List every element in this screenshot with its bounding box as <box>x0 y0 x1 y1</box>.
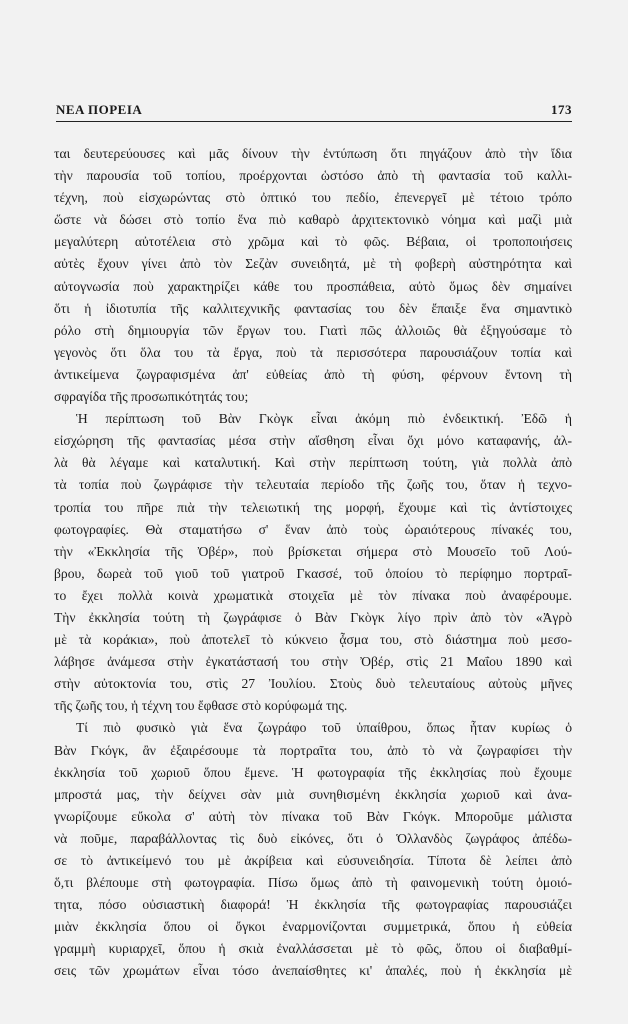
text-line: ὅ,τι βλέπουμε στὴ φωτογραφία. Πίσω ὅμως ἀπὸ τὴ φαινομενικὴ τούτη ὁμοιό- <box>54 875 572 891</box>
running-title: ΝΕΑ ΠΟΡΕΙΑ <box>56 102 143 117</box>
text-line: τητα, πόσο οὐσιαστικὴ διαφορά! Ἡ ἐκκλησία τῆς φωτογραφίας παρουσιάζει <box>54 897 572 913</box>
text-line: λάβησε ἀνάμεσα στὴν ἐγκατάστασή του στὴν Ὀβέρ, στὶς 21 Μαΐου 1890 καὶ <box>54 654 572 670</box>
text-line: αὐτογνωσία ποὺ χαρακτηρίζει κάθε του προσπάθεια, αὐτὸ ὅμως δὲν σημαίνει <box>54 278 572 294</box>
text-line: σε τὸ ἀντικείμενό του μὲ ἀκρίβεια καὶ εὐσυνειδησία. Τίποτα δὲ λείπει ἀπὸ <box>54 853 572 868</box>
text-line: Βὰν Γκόγκ, ἂν ἐξαιρέσουμε τὰ πορτραῖτα του, ἀπὸ τὸ νὰ ζωγραφίσει τὴν <box>54 742 572 758</box>
text-line: σφραγίδα τῆς προσωπικότητάς του; <box>54 389 249 405</box>
text-line: τὴν παρουσία τοῦ τοπίου, προέρχονται ὡστόσο ἀπὸ τὴ φαντασία τοῦ καλλι- <box>54 168 572 184</box>
text-line: ται δευτερεύουσες καὶ μᾶς δίνουν τὴν ἐντύπωση ὅτι πηγάζουν ἀπὸ τὴν ἴδια <box>54 146 572 161</box>
text-line: νὰ ποῦμε, παραβάλλοντας τὶς δυὸ εἰκόνες, ὅτι ὁ Ὁλλανδὸς ζωγράφος ἀπέδω- <box>54 830 572 846</box>
text-line: Τὴν ἐκκλησία τούτη τὴ ζωγράφισε ὁ Βὰν Γκὸγκ λίγο πρὶν ἀπὸ τὸν «Ἀγρὸ <box>54 609 572 625</box>
body-text <box>54 143 572 983</box>
text-line: βρου, δωρεὰ τοῦ γιοῦ τοῦ γιατροῦ Γκασσέ, τοῦ ὁποίου τὸ περίφημο πορτραῖ- <box>54 565 572 581</box>
text-line: Τί πιὸ φυσικὸ γιὰ ἕνα ζωγράφο τοῦ ὑπαίθρου, ὅπως ἦταν κυρίως ὁ <box>76 720 572 736</box>
text-line: τῆς ζωῆς του, ἡ τέχνη του ἔφθασε στὸ κορύφωμά της. <box>54 698 348 714</box>
text-line: αὐτὲς ἔχουν γίνει ἀπὸ τὸν Σεζὰν συνειδητά, μὲ τὴ φοβερὴ αὐστηρότητα καὶ <box>54 256 572 272</box>
text-line: μὲ τὰ κοράκια», ποὺ ἀποτελεῖ τὸ κύκνειο ᾆσμα του, στὸ διάστημα ποὺ μεσο- <box>54 632 572 648</box>
text-line: φωτογραφίες. Θὰ σταματήσω σ' ἕναν ἀπὸ τοὺς ὡραιότερους πίνακές του, <box>54 521 572 537</box>
text-line: τροπία του πῆρε πιὰ τὴν τελειωτική της μορφή, ἔχουμε καὶ τὶς ἀντίστοιχες <box>54 499 572 515</box>
text-line: λὰ θὰ λέγαμε καὶ καταλυτική. Καὶ στὴν περίπτωση τούτη, γιὰ πολλὰ ἀπὸ <box>54 455 572 471</box>
header-rule <box>56 121 572 122</box>
text-line: εἰσχώρηση τῆς φαντασίας μέσα στὴν αἴσθηση εἶναι ὄχι μόνο καταφανής, ἀλ- <box>54 433 572 449</box>
text-line: ἀντικείμενα ζωγραφισμένα ἀπ' εὐθείας ἀπὸ τὴ φύση, φέρνουν ἔντονη τὴ <box>54 366 572 382</box>
text-line: σεις τῶν χρωμάτων εἶναι τόσο ἀνεπαίσθητες κι' ἁπαλές, ποὺ ἡ ἐκκλησία μὲ <box>54 963 572 979</box>
text-line: μπροστά μας, τὴν δείχνει σὰν μιὰ συνηθισμένη ἐκκλησία χωριοῦ καὶ ἀνα- <box>54 786 572 802</box>
page-header <box>56 102 572 122</box>
text-line: το ἔχει πολλὰ κοινὰ χρωματικὰ στοιχεῖα μὲ τὸν πίνακα ποὺ ἀναφέρουμε. <box>54 587 572 603</box>
text-line: τὰ τοπία ποὺ ζωγράφισε τὴν τελευταία περίοδο τῆς ζωῆς του, ὅταν ἡ τεχνο- <box>54 477 572 493</box>
text-line: στὴν αὐτοκτονία του, στὶς 27 Ἰουλίου. Στοὺς δυὸ τελευταίους αὐτοὺς μῆνες <box>54 676 572 692</box>
text-line: ἐκκλησία τοῦ χωριοῦ ὅπου ἔμενε. Ἡ φωτογραφία τῆς ἐκκλησίας ποὺ ἔχουμε <box>54 764 572 780</box>
text-line: γεγονὸς ὅτι ὅλα του τὰ ἔργα, ποὺ τὰ περισσότερα παρουσιάζουν τοπία καὶ <box>54 344 572 360</box>
text-line: μεγαλύτερη αὐτοτέλεια στὸ χρῶμα καὶ τὸ φῶς. Βέβαια, οἱ τροποποιήσεις <box>54 234 572 250</box>
page-number: 173 <box>551 102 572 117</box>
text-line: γνωρίζουμε εὔκολα σ' αὐτὴ τὸν πίνακα τοῦ Βὰν Γκόγκ. Μποροῦμε μάλιστα <box>54 808 572 824</box>
text-line: ὅτι ἡ ἰδιοτυπία τῆς καλλιτεχνικῆς φαντασίας του δὲν ἔπαιξε ἕνα σημαντικὸ <box>54 300 572 316</box>
text-line: μιὰν ἐκκλησία ὅπου οἱ ὄγκοι ἐναρμονίζονται συμμετρικά, ὅπου ἡ εὐθεία <box>54 919 572 935</box>
text-line: Ἡ περίπτωση τοῦ Βὰν Γκὸγκ εἶναι ἀκόμη πιὸ ἐνδεικτική. Ἐδῶ ἡ <box>76 411 572 427</box>
text-line: ρόλο στὴ δημιουργία τῶν ἔργων του. Γιατὶ πῶς ἀλλοιῶς θὰ ἐξηγούσαμε τὸ <box>54 322 572 338</box>
text-line: ὥστε νὰ δώσει στὸ τοπίο ἕνα πιὸ καθαρὸ ἀρχιτεκτονικὸ νόημα καὶ μαζὶ μιὰ <box>54 212 572 228</box>
text-line: γραμμὴ κυριαρχεῖ, ὅπου ἡ σκιὰ ἐναλλάσσεται μὲ τὸ φῶς, ὅπου οἱ διαβαθμί- <box>54 941 572 957</box>
text-line: τέχνη, ποὺ εἰσχωρώντας στὸ ὀπτικό του πεδίο, ἐπενεργεῖ μὲ τέτοιο τρόπο <box>54 190 572 206</box>
text-line: τὴν «Ἐκκλησία τῆς Ὀβέρ», ποὺ βρίσκεται σήμερα στὸ Μουσεῖο τοῦ Λού- <box>54 543 572 559</box>
